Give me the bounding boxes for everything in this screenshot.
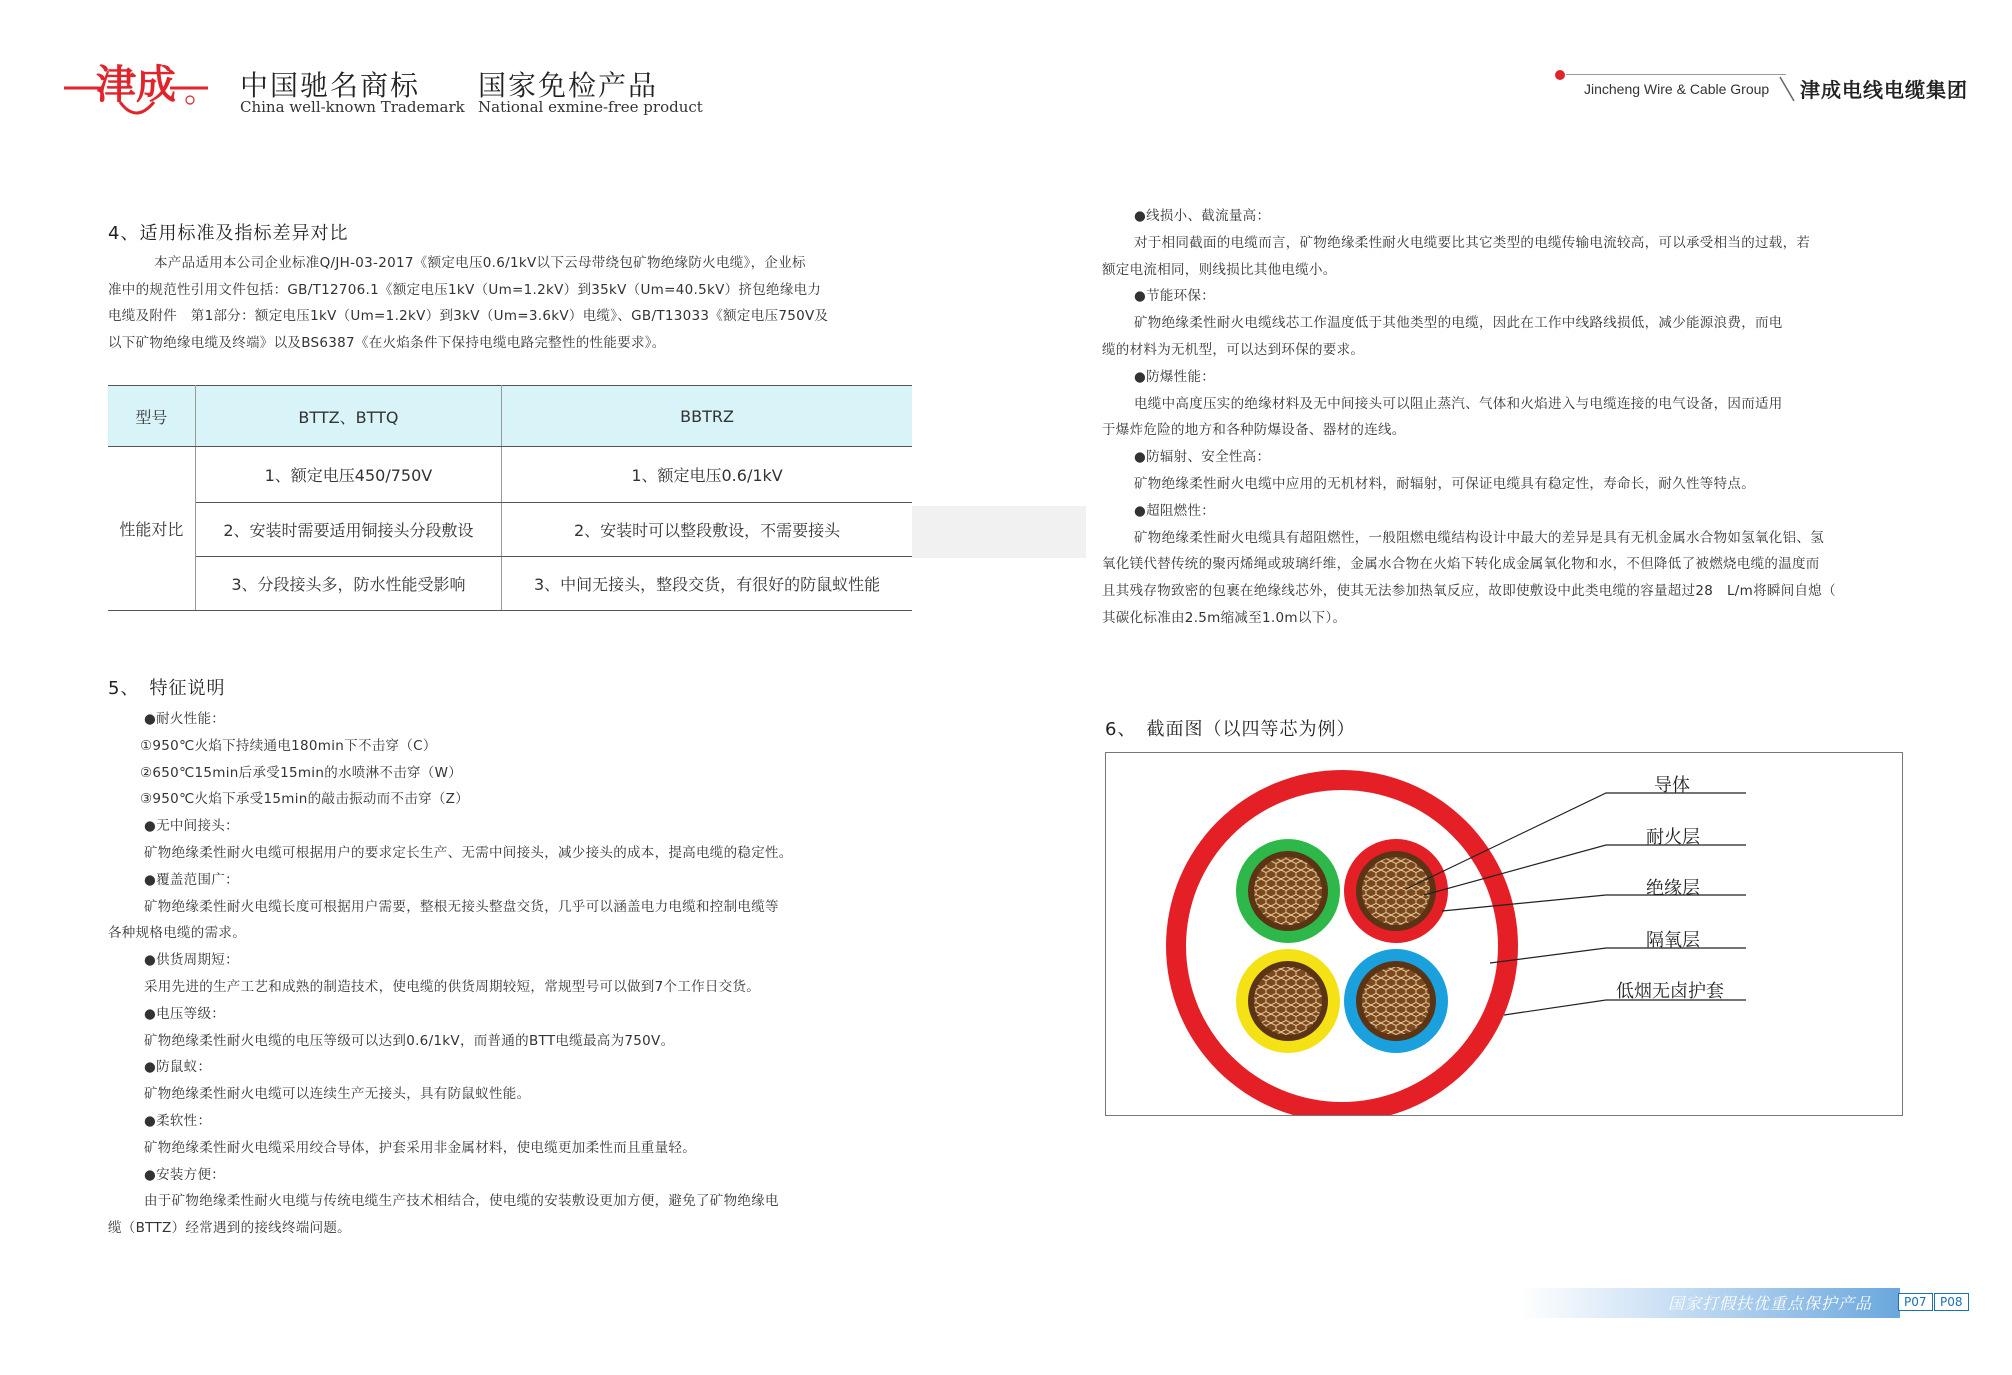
- feature-text: 采用先进的生产工艺和成熟的制造技术，使电缆的供货周期较短，常规型号可以做到7个工作日交货。: [144, 978, 761, 995]
- group-name-en: Jincheng Wire & Cable Group: [1584, 81, 1770, 97]
- feature-heading: ●耐火性能：: [144, 711, 226, 727]
- logo-text: 津成: [96, 61, 176, 108]
- core-green: [1236, 839, 1340, 943]
- intro-line: 本产品适用本公司企业标准Q/JH-03-2017《额定电压0.6/1kV以下云母带绕包矿物绝缘防火电缆》，企业标: [154, 255, 806, 271]
- brand-dot: [1555, 70, 1565, 80]
- exempt-cn: 国家免检产品: [478, 69, 659, 102]
- feature-heading: ●覆盖范围广：: [144, 871, 239, 888]
- section-5-features: [108, 706, 928, 1242]
- table-cell: 3、中间无接头，整段交货，有很好的防鼠蚁性能: [502, 557, 912, 611]
- exempt-en: National exmine-free product: [478, 98, 703, 116]
- feature-text: 由于矿物绝缘柔性耐火电缆与传统电缆生产技术相结合，使电缆的安装敷设更加方便，避免了矿物绝缘电: [144, 1193, 779, 1210]
- label-jacket: 低烟无卤护套: [1616, 981, 1724, 1002]
- col-header-model: 型号: [108, 386, 195, 447]
- feature-text: 矿物绝缘柔性耐火电缆可根据用户的要求定长生产、无需中间接头，减少接头的成本，提高电缆的稳定性。: [144, 844, 793, 861]
- core-yellow: [1236, 949, 1340, 1053]
- feature-text: 对于相同截面的电缆而言，矿物绝缘柔性耐火电缆要比其它类型的电缆传输电流较高，可以承受相当的过载，若: [1134, 234, 1811, 251]
- table-cell: 2、安装时可以整段敷设，不需要接头: [502, 503, 912, 557]
- section-6-title: 6、 截面图（以四等芯为例）: [1105, 719, 1356, 740]
- feature-text: 电缆中高度压实的绝缘材料及无中间接头可以阻止蒸汽、气体和火焰进入与电缆连接的电气设备，因而适用: [1134, 395, 1783, 412]
- footer-slogan: 国家打假扶优重点保护产品: [1668, 1294, 1873, 1313]
- table-cell: 1、额定电压450/750V: [195, 447, 501, 503]
- feature-text: 其碳化标准由2.5m缩减至1.0m以下）。: [1102, 609, 1347, 626]
- label-oxygen-barrier: 隔氧层: [1646, 930, 1700, 951]
- table-row: [108, 503, 912, 557]
- feature-heading: ●无中间接头：: [144, 818, 239, 835]
- feature-heading: ●柔软性：: [144, 1112, 212, 1129]
- intro-line: 电缆及附件 第1部分：额定电压1kV（Um=1.2kV）到3kV（Um=3.6kV）电缆》、GB/T13033《额定电压750V及: [108, 308, 829, 324]
- comparison-table: [108, 385, 912, 611]
- table-cell: 3、分段接头多，防水性能受影响: [195, 557, 501, 611]
- label-insulation: 绝缘层: [1646, 878, 1700, 899]
- cross-section-diagram: [1105, 752, 1903, 1116]
- group-name-cn: 津成电线电缆集团: [1800, 78, 1968, 102]
- feature-heading: ●防鼠蚁：: [144, 1059, 212, 1076]
- core-red: [1344, 839, 1448, 943]
- header-rule: [1566, 74, 1786, 75]
- core-blue: [1344, 949, 1448, 1053]
- feature-heading: ●防辐射、安全性高：: [1134, 449, 1271, 466]
- feature-text: ②650℃15min后承受15min的水喷淋不击穿（W）: [140, 764, 463, 781]
- feature-heading: ●电压等级：: [144, 1005, 226, 1022]
- trademark-en: China well-known Trademark: [240, 98, 465, 116]
- feature-text: 矿物绝缘柔性耐火电缆中应用的无机材料，耐辐射，可保证电缆具有稳定性，寿命长，耐久性等特点。: [1134, 475, 1755, 492]
- feature-heading: ●供货周期短：: [144, 952, 239, 969]
- feature-text: 矿物绝缘柔性耐火电缆线芯工作温度低于其他类型的电缆，因此在工作中线路线损低，减少能源浪费，而电: [1134, 315, 1783, 332]
- feature-text: ①950℃火焰下持续通电180min下不击穿（C）: [140, 737, 437, 754]
- feature-text: 氧化镁代替传统的聚丙烯绳或玻璃纤维，金属水合物在火焰下转化成金属氧化物和水，不但降低了被燃烧电缆的温度而: [1102, 556, 1820, 573]
- feature-text: 各种规格电缆的需求。: [108, 925, 246, 942]
- feature-text: 矿物绝缘柔性耐火电缆采用绞合导体，护套采用非金属材料，使电缆更加柔性而且重量轻。: [144, 1139, 696, 1156]
- feature-text: 矿物绝缘柔性耐火电缆长度可根据用户需要，整根无接头整盘交货，几乎可以涵盖电力电缆和控制电缆等: [144, 898, 779, 915]
- feature-heading: ●线损小、截流量高：: [1134, 208, 1271, 224]
- col-header-bbtrz: BBTRZ: [502, 386, 912, 447]
- feature-text: 且其残存物致密的包裹在绝缘线芯外，使其无法参加热氧反应，故即使敷设中此类电缆的容量超过28 L/m将瞬间自熄（: [1102, 583, 1836, 600]
- feature-heading: ●超阻燃性：: [1134, 502, 1216, 519]
- table-header-row: [108, 386, 912, 447]
- brand-logo: [62, 52, 210, 124]
- table-cell: 2、安装时需要适用铜接头分段敷设: [195, 503, 501, 557]
- feature-text: 额定电流相同，则线损比其他电缆小。: [1102, 261, 1337, 278]
- intro-line: 以下矿物绝缘电缆及终端》以及BS6387《在火焰条件下保持电缆电路完整性的性能要求》。: [108, 334, 666, 351]
- feature-text: 矿物绝缘柔性耐火电缆可以连续生产无接头，具有防鼠蚁性能。: [144, 1086, 531, 1103]
- divider-slash: [1778, 75, 1798, 107]
- page-number-right: P08: [1934, 1293, 1969, 1311]
- feature-text: 矿物绝缘柔性耐火电缆的电压等级可以达到0.6/1kV，而普通的BTT电缆最高为750V。: [144, 1032, 675, 1049]
- label-conductor: 导体: [1654, 775, 1690, 796]
- section-4-intro: [108, 250, 928, 356]
- intro-line: 准中的规范性引用文件包括：GB/T12706.1《额定电压1kV（Um=1.2kV）到35kV（Um=40.5kV）挤包绝缘电力: [108, 281, 822, 298]
- table-cell: 1、额定电压0.6/1kV: [502, 447, 912, 503]
- feature-text: 于爆炸危险的地方和各种防爆设备、器材的连线。: [1102, 422, 1406, 439]
- section-5-title: 5、 特征说明: [108, 678, 226, 699]
- feature-text: 缆的材料为无机型，可以达到环保的要求。: [1102, 341, 1365, 358]
- trademark-cn: 中国驰名商标: [240, 69, 421, 102]
- feature-heading: ●安装方便：: [144, 1166, 226, 1183]
- feature-text: ③950℃火焰下承受15min的敲击振动而不击穿（Z）: [140, 791, 470, 808]
- label-fire-layer: 耐火层: [1646, 827, 1700, 848]
- feature-heading: ●防爆性能：: [1134, 368, 1216, 385]
- col-header-bttz: BTTZ、BTTQ: [195, 386, 501, 447]
- table-row: [108, 447, 912, 503]
- row-label-performance: 性能对比: [108, 447, 195, 611]
- feature-heading: ●节能环保：: [1134, 288, 1216, 305]
- right-features: [1102, 203, 1922, 632]
- feature-text: 矿物绝缘柔性耐火电缆具有超阻燃性，一般阻燃电缆结构设计中最大的差异是具有无机金属水合物如氢氧化铝、氢: [1134, 529, 1824, 546]
- feature-text: 缆（BTTZ）经常遇到的接线终端问题。: [108, 1220, 351, 1237]
- page-number-left: P07: [1898, 1293, 1933, 1311]
- table-row: [108, 557, 912, 611]
- oxygen-barrier: [1186, 790, 1498, 1102]
- section-4-title: 4、适用标准及指标差异对比: [108, 223, 349, 244]
- table-highlight-band: [912, 506, 1086, 558]
